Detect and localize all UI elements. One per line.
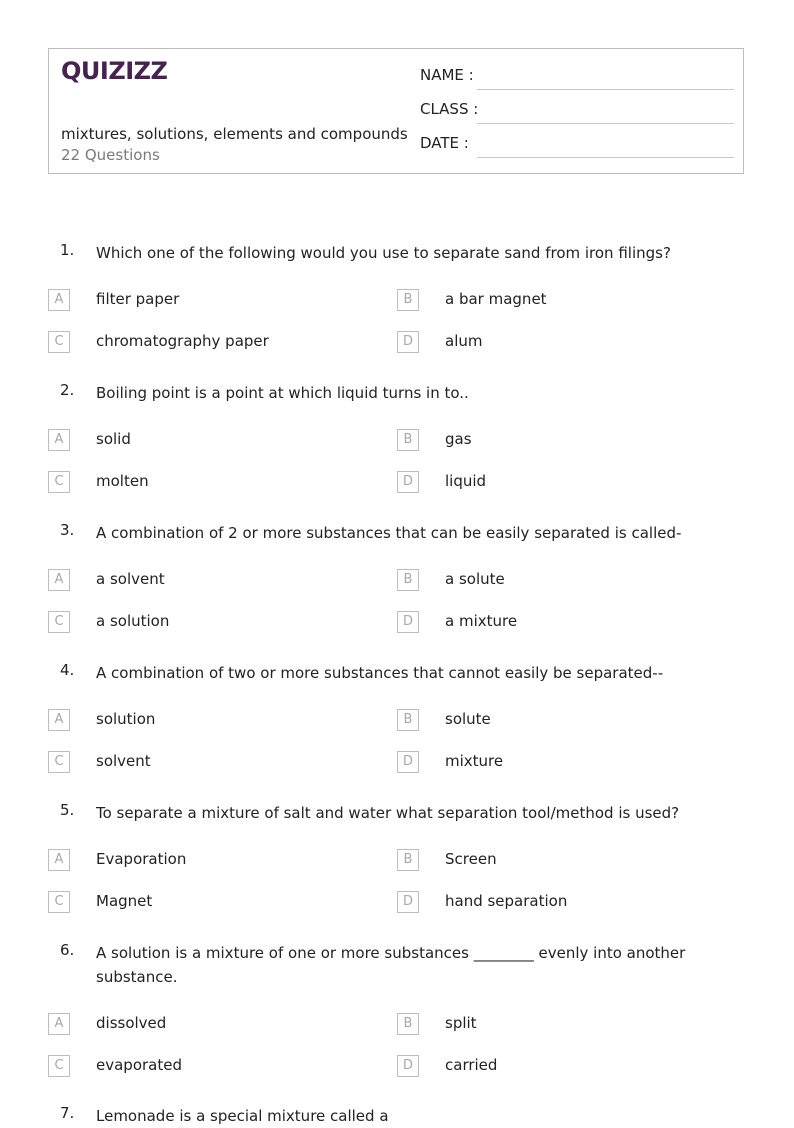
- class-field[interactable]: [420, 100, 734, 124]
- name-line[interactable]: [477, 89, 734, 90]
- option-text: molten: [96, 472, 149, 490]
- option-letter-box[interactable]: B: [397, 709, 419, 731]
- date-label: DATE :: [420, 134, 469, 152]
- option-letter-box[interactable]: D: [397, 751, 419, 773]
- option-text: a solute: [445, 570, 505, 588]
- option-letter-box[interactable]: C: [48, 1055, 70, 1077]
- option-text: split: [445, 1014, 477, 1032]
- question-text: A combination of 2 or more substances that can be easily separated is called-: [96, 524, 682, 542]
- option-text: solid: [96, 430, 131, 448]
- class-label: CLASS :: [420, 100, 479, 118]
- question-number: 3.: [60, 521, 75, 539]
- option-text: dissolved: [96, 1014, 167, 1032]
- question-number: 5.: [60, 801, 75, 819]
- option-text: chromatography paper: [96, 332, 269, 350]
- option-text: a solvent: [96, 570, 165, 588]
- option-text: Magnet: [96, 892, 153, 910]
- class-line[interactable]: [477, 123, 734, 124]
- question-text: Which one of the following would you use to separate sand from iron filings?: [96, 244, 671, 262]
- option-letter-box[interactable]: D: [397, 331, 419, 353]
- option-text: gas: [445, 430, 472, 448]
- option-text: liquid: [445, 472, 487, 490]
- question-text: Boiling point is a point at which liquid turns in to..: [96, 384, 469, 402]
- option-letter-box[interactable]: A: [48, 569, 70, 591]
- option-letter-box[interactable]: B: [397, 849, 419, 871]
- option-text: mixture: [445, 752, 504, 770]
- option-letter-box[interactable]: C: [48, 471, 70, 493]
- option-letter-box[interactable]: B: [397, 429, 419, 451]
- option-letter-box[interactable]: A: [48, 429, 70, 451]
- option-letter-box[interactable]: B: [397, 569, 419, 591]
- option-text: solvent: [96, 752, 151, 770]
- option-text: filter paper: [96, 290, 180, 308]
- option-letter-box[interactable]: B: [397, 1013, 419, 1035]
- option-text: carried: [445, 1056, 498, 1074]
- question-number: 2.: [60, 381, 75, 399]
- question-number: 6.: [60, 941, 75, 959]
- option-letter-box[interactable]: A: [48, 289, 70, 311]
- option-text: solute: [445, 710, 491, 728]
- option-letter-box[interactable]: D: [397, 1055, 419, 1077]
- date-field[interactable]: [420, 134, 734, 158]
- option-letter-box[interactable]: A: [48, 709, 70, 731]
- option-text: a bar magnet: [445, 290, 547, 308]
- option-text: alum: [445, 332, 483, 350]
- quizizz-logo: QUIZIZZ: [61, 57, 168, 85]
- option-letter-box[interactable]: C: [48, 751, 70, 773]
- question-count: 22 Questions: [61, 146, 160, 164]
- question-text: A solution is a mixture of one or more substances ________ evenly into another substance.: [96, 944, 686, 986]
- option-letter-box[interactable]: A: [48, 1013, 70, 1035]
- name-label: NAME :: [420, 66, 474, 84]
- option-text: Screen: [445, 850, 497, 868]
- worksheet-header: [48, 48, 744, 174]
- option-text: a solution: [96, 612, 170, 630]
- option-text: hand separation: [445, 892, 568, 910]
- option-text: Evaporation: [96, 850, 187, 868]
- option-letter-box[interactable]: C: [48, 331, 70, 353]
- question-number: 1.: [60, 241, 75, 259]
- option-letter-box[interactable]: A: [48, 849, 70, 871]
- date-line[interactable]: [477, 157, 734, 158]
- question-number: 7.: [60, 1104, 75, 1122]
- option-letter-box[interactable]: C: [48, 891, 70, 913]
- name-field[interactable]: [420, 66, 734, 90]
- question-text: Lemonade is a special mixture called a: [96, 1107, 389, 1125]
- option-letter-box[interactable]: C: [48, 611, 70, 633]
- option-letter-box[interactable]: B: [397, 289, 419, 311]
- question-text: To separate a mixture of salt and water what separation tool/method is used?: [96, 804, 680, 822]
- worksheet-title: mixtures, solutions, elements and compounds: [61, 125, 408, 143]
- option-text: evaporated: [96, 1056, 182, 1074]
- question-number: 4.: [60, 661, 75, 679]
- option-text: a mixture: [445, 612, 518, 630]
- option-letter-box[interactable]: D: [397, 611, 419, 633]
- question-text: A combination of two or more substances that cannot easily be separated--: [96, 664, 664, 682]
- option-letter-box[interactable]: D: [397, 471, 419, 493]
- option-text: solution: [96, 710, 156, 728]
- option-letter-box[interactable]: D: [397, 891, 419, 913]
